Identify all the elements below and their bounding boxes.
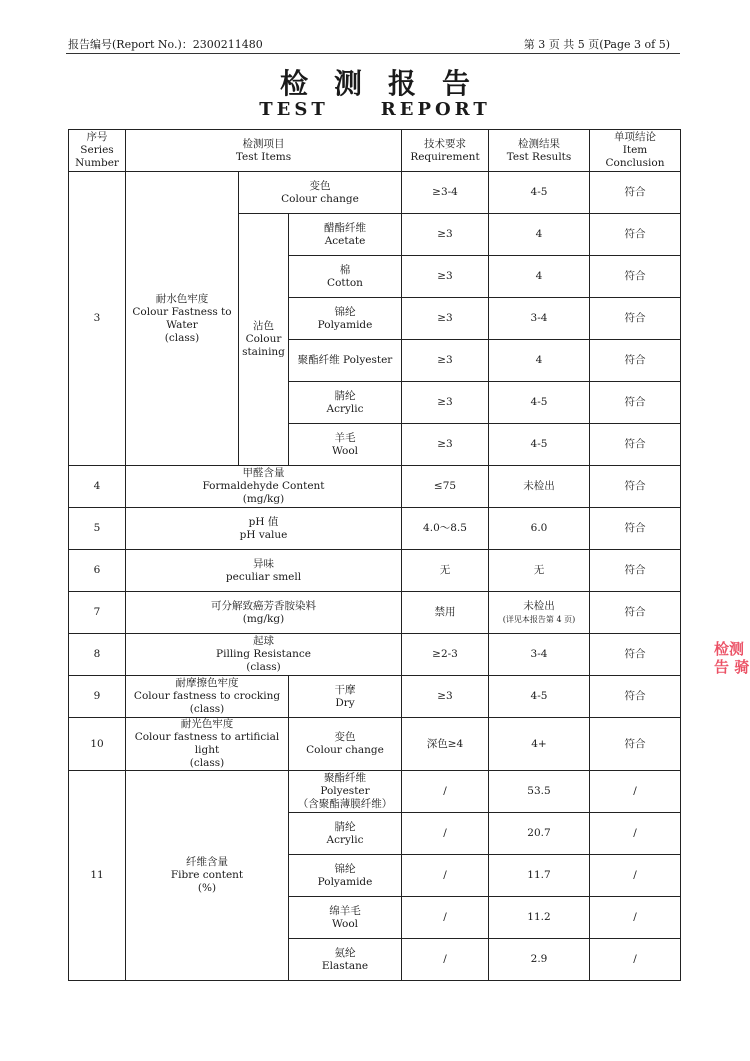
table-row — [69, 771, 681, 813]
result: 未检出 (详见本报告第 4 页) — [489, 592, 590, 634]
row-number: 8 — [69, 634, 126, 676]
sub-item: 羊毛 Wool — [289, 424, 402, 466]
test-item: 耐水色牢度 Colour Fastness to Water (class) — [126, 172, 239, 466]
title-english — [0, 99, 750, 120]
conclusion: 符合 — [590, 172, 681, 214]
conclusion: 符合 — [590, 550, 681, 592]
table-row — [69, 550, 681, 592]
test-item: 纤维含量 Fibre content (%) — [126, 771, 289, 981]
result: 4 — [489, 214, 590, 256]
result: 11.2 — [489, 897, 590, 939]
result-note: (详见本报告第 4 页) — [502, 614, 576, 624]
requirement: ≤75 — [402, 466, 489, 508]
test-item: 甲醛含量 Formaldehyde Content (mg/kg) — [126, 466, 402, 508]
conclusion: / — [590, 813, 681, 855]
requirement: / — [402, 939, 489, 981]
table-row — [69, 592, 681, 634]
conclusion: 符合 — [590, 424, 681, 466]
result: 11.7 — [489, 855, 590, 897]
row-number: 7 — [69, 592, 126, 634]
result: 4-5 — [489, 172, 590, 214]
result: 4 — [489, 340, 590, 382]
sub-item: 绵羊毛 Wool — [289, 897, 402, 939]
test-item: 可分解致癌芳香胺染料 (mg/kg) — [126, 592, 402, 634]
title-chinese: 检测报告 — [279, 67, 496, 100]
requirement: 4.0～8.5 — [402, 508, 489, 550]
requirement: 无 — [402, 550, 489, 592]
sub-item: 醋酯纤维 Acetate — [289, 214, 402, 256]
test-item: 耐摩擦色牢度 Colour fastness to crocking (class) — [126, 676, 289, 718]
sub-item: 聚酯纤维 Polyester （含聚酯薄膜纤维） — [289, 771, 402, 813]
test-item: 异味 peculiar smell — [126, 550, 402, 592]
row-number: 11 — [69, 771, 126, 981]
result: 4 — [489, 256, 590, 298]
result: 20.7 — [489, 813, 590, 855]
result: 无 — [489, 550, 590, 592]
requirement: ≥3-4 — [402, 172, 489, 214]
requirement: / — [402, 771, 489, 813]
header-divider — [66, 53, 680, 54]
requirement: ≥3 — [402, 676, 489, 718]
stamp-line-2: 告 骑 — [714, 658, 750, 676]
sub-item: 腈纶 Acrylic — [289, 382, 402, 424]
sub-item: 腈纶 Acrylic — [289, 813, 402, 855]
requirement: ≥3 — [402, 340, 489, 382]
sub-item: 锦纶 Polyamide — [289, 855, 402, 897]
table-row — [69, 676, 681, 718]
col-serial: 序号 Series Number — [69, 130, 126, 172]
row-number: 10 — [69, 718, 126, 771]
sub-item: 变色 Colour change — [289, 718, 402, 771]
result: 未检出 — [489, 466, 590, 508]
sub-item: 干摩 Dry — [289, 676, 402, 718]
requirement: ≥2-3 — [402, 634, 489, 676]
conclusion: / — [590, 897, 681, 939]
conclusion: 符合 — [590, 634, 681, 676]
test-results-table — [68, 129, 681, 981]
title-en-word2: REPORT — [380, 99, 491, 120]
result: 4-5 — [489, 424, 590, 466]
requirement: 深色≥4 — [402, 718, 489, 771]
sub-item: 聚酯纤维 Polyester — [289, 340, 402, 382]
conclusion: 符合 — [590, 466, 681, 508]
requirement: / — [402, 855, 489, 897]
result: 53.5 — [489, 771, 590, 813]
sub-item: 氨纶 Elastane — [289, 939, 402, 981]
result: 2.9 — [489, 939, 590, 981]
row-number: 6 — [69, 550, 126, 592]
requirement: ≥3 — [402, 424, 489, 466]
table-row — [69, 466, 681, 508]
conclusion: / — [590, 939, 681, 981]
result: 3-4 — [489, 298, 590, 340]
requirement: / — [402, 813, 489, 855]
title-en-word1: TEST — [259, 99, 329, 120]
test-item: 耐光色牢度 Colour fastness to artificial light (class) — [126, 718, 289, 771]
sub-item: 锦纶 Polyamide — [289, 298, 402, 340]
conclusion: 符合 — [590, 718, 681, 771]
page-info: 第 3 页 共 5 页(Page 3 of 5) — [523, 38, 670, 51]
conclusion: 符合 — [590, 508, 681, 550]
table-row — [69, 172, 681, 214]
row-number: 4 — [69, 466, 126, 508]
conclusion: 符合 — [590, 340, 681, 382]
test-item: 起球 Pilling Resistance (class) — [126, 634, 402, 676]
requirement: ≥3 — [402, 298, 489, 340]
conclusion: 符合 — [590, 214, 681, 256]
row-number: 9 — [69, 676, 126, 718]
conclusion: 符合 — [590, 382, 681, 424]
table-row — [69, 508, 681, 550]
sub-item: 棉 Cotton — [289, 256, 402, 298]
row-number: 3 — [69, 172, 126, 466]
stamp-line-1: 检测 — [714, 640, 745, 658]
requirement: ≥3 — [402, 256, 489, 298]
requirement: ≥3 — [402, 214, 489, 256]
seal-stamp — [714, 640, 750, 730]
staining-label: 沾色 Colour staining — [239, 214, 289, 466]
result: 4-5 — [489, 382, 590, 424]
result: 4+ — [489, 718, 590, 771]
requirement: / — [402, 897, 489, 939]
col-test-items: 检测项目 Test Items — [126, 130, 402, 172]
table-row — [69, 634, 681, 676]
col-results: 检测结果 Test Results — [489, 130, 590, 172]
requirement: ≥3 — [402, 382, 489, 424]
test-item: pH 值 pH value — [126, 508, 402, 550]
conclusion: 符合 — [590, 298, 681, 340]
conclusion: 符合 — [590, 592, 681, 634]
sub-item: 变色 Colour change — [239, 172, 402, 214]
conclusion: / — [590, 855, 681, 897]
col-requirement: 技术要求 Requirement — [402, 130, 489, 172]
requirement: 禁用 — [402, 592, 489, 634]
col-conclusion: 单项结论 Item Conclusion — [590, 130, 681, 172]
table-row — [69, 718, 681, 771]
report-number: 报告编号(Report No.)：2300211480 — [68, 38, 263, 51]
conclusion: 符合 — [590, 676, 681, 718]
result: 4-5 — [489, 676, 590, 718]
conclusion: 符合 — [590, 256, 681, 298]
row-number: 5 — [69, 508, 126, 550]
table-header-row — [69, 130, 681, 172]
result: 3-4 — [489, 634, 590, 676]
result: 6.0 — [489, 508, 590, 550]
conclusion: / — [590, 771, 681, 813]
